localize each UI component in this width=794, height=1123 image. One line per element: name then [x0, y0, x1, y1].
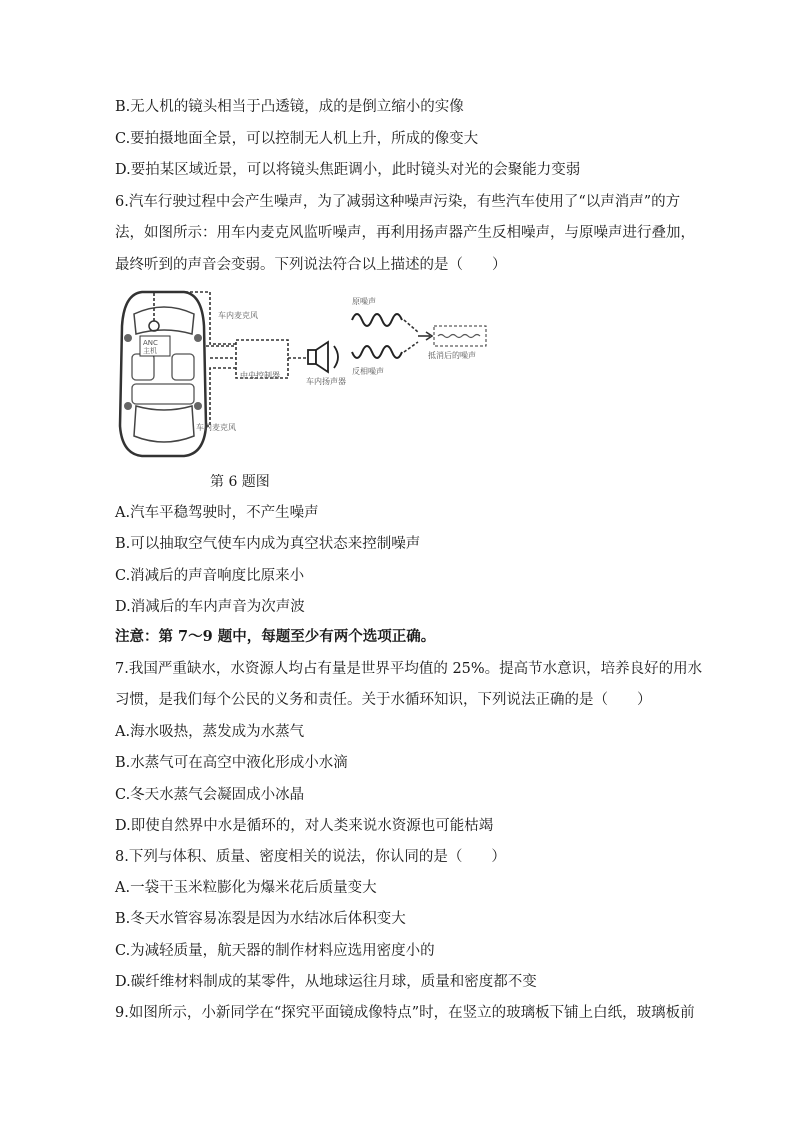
q6-option-c: C.消减后的声音响度比原来小 [115, 568, 305, 584]
q7-option-c: C.冬天水蒸气会凝固成小冰晶 [115, 787, 305, 803]
label-rear-mic: 车内麦克风 [196, 423, 236, 432]
figure-6-caption: 第 6 题图 [210, 474, 270, 490]
q7-option-b: B.水蒸气可在高空中液化形成小水滴 [115, 755, 348, 771]
label-speaker: 车内扬声器 [306, 377, 346, 386]
merge-arrows [404, 320, 418, 352]
speaker-rear-right-icon [194, 402, 202, 410]
multi-answer-note: 注意：第 7～9 题中，每题至少有两个选项正确。 [115, 628, 436, 645]
label-controller: 中央控制器 [240, 371, 280, 380]
q5-option-c: C.要拍摄地面全景，可以控制无人机上升，所成的像变大 [115, 131, 479, 147]
q5-option-b: B.无人机的镜头相当于凸透镜，成的是倒立缩小的实像 [115, 99, 464, 115]
front-mic-icon [149, 321, 159, 331]
q6-stem-line-2: 法，如图所示：用车内麦克风监听噪声，再利用扬声器产生反相噪声，与原噪声进行叠加， [115, 225, 695, 241]
anti-noise-wave [352, 346, 402, 358]
label-noise: 原噪声 [352, 297, 376, 306]
q8-option-c: C.为减轻质量，航天器的制作材料应选用密度小的 [115, 943, 435, 959]
q5-option-d: D.要拍某区域近景，可以将镜头焦距调小，此时镜头对光的会聚能力变弱 [115, 162, 581, 178]
q7-option-d: D.即使自然界中水是循环的，对人类来说水资源也可能枯竭 [115, 818, 494, 834]
label-front-mic: 车内麦克风 [218, 311, 258, 320]
figure-6-diagram [112, 286, 512, 460]
q6-option-a: A.汽车平稳驾驶时，不产生噪声 [115, 505, 319, 521]
q6-stem-line-3: 最终听到的声音会变弱。下列说法符合以上描述的是（ ） [115, 257, 507, 273]
q6-option-b: B.可以抽取空气使车内成为真空状态来控制噪声 [115, 536, 421, 552]
q7-stem-line-1: 7.我国严重缺水，水资源人均占有量是世界平均值的 25%。提高节水意识，培养良好的用水 [115, 661, 703, 677]
q6-option-d: D.消减后的车内声音为次声波 [115, 599, 305, 615]
speaker-front-right-icon [194, 334, 202, 342]
car-windshield [134, 307, 194, 334]
car-rear-window [134, 406, 194, 442]
wire-rear-mic [206, 368, 236, 426]
anc-unit-label-1: ANC [143, 339, 158, 347]
speaker-front-left-icon [124, 334, 132, 342]
anc-unit-label-2: 主机 [143, 347, 157, 355]
q6-stem-line-1: 6.汽车行驶过程中会产生噪声，为了减弱这种噪声污染，有些汽车使用了“以声消声”的方 [115, 194, 681, 210]
label-anti-noise: 反相噪声 [352, 367, 384, 376]
q8-option-a: A.一袋干玉米粒膨化为爆米花后质量变大 [115, 880, 377, 896]
noise-wave [352, 314, 402, 326]
speaker-rear-left-icon [124, 402, 132, 410]
result-box [434, 326, 486, 346]
label-result: 抵消后的噪声 [428, 351, 476, 360]
q8-option-d: D.碳纤维材料制成的某零件，从地球运往月球，质量和密度都不变 [115, 974, 537, 990]
car-seat-front-left [132, 354, 154, 380]
q8-stem: 8.下列与体积、质量、密度相关的说法，你认同的是（ ） [115, 849, 506, 865]
q7-option-a: A.海水吸热，蒸发成为水蒸气 [115, 724, 305, 740]
speaker-icon [308, 350, 316, 364]
q8-option-b: B.冬天水管容易冻裂是因为水结冰后体积变大 [115, 911, 406, 927]
car-seat-front-right [172, 354, 194, 380]
car-seat-rear [132, 384, 194, 404]
q9-stem-line-1: 9.如图所示，小新同学在“探究平面镜成像特点”时，在竖立的玻璃板下铺上白纸，玻璃板前 [115, 1005, 695, 1021]
sound-wave-icon [334, 346, 338, 368]
result-wave [438, 335, 480, 338]
q7-stem-line-2: 习惯，是我们每个公民的义务和责任。关于水循环知识，下列说法正确的是（ ） [115, 692, 652, 708]
